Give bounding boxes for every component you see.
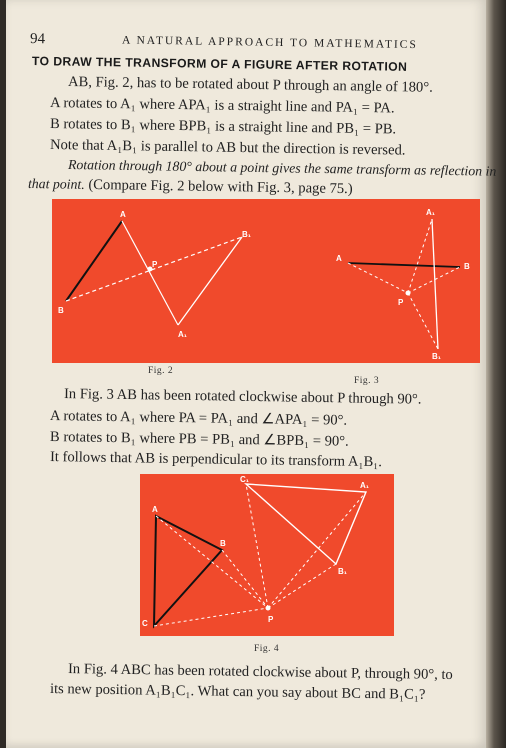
fig3-label-A1: A₁ [426,208,436,217]
fig3-line-PA [348,263,408,293]
fig2-label-B1: B₁ [242,230,252,239]
section-heading: TO DRAW THE TRANSFORM OF A FIGURE AFTER ROTATION [31,54,408,74]
fig2-segment-AB [66,221,122,301]
para3-line-2: its new position A₁B₁C₁. What can you say about BC and B₁C₁? [49,681,426,703]
para2-line-2: A rotates to A₁ where PA = PA₁ and ∠APA₁ = 90°. [49,408,348,429]
fig4-triangle-ABC [154,516,222,626]
fig3-label-B1: B₁ [432,352,442,361]
para2-line-4: It follows that AB is perpendicular to its transform A₁B₁. [49,449,383,471]
rule-italic-1: Rotation through 180° about a point gives the same transform as reflection in [67,157,497,179]
fig2-line-BPB1 [66,237,242,301]
fig2-fig3-drawing [52,199,480,363]
fig4-line-PB [222,550,268,608]
fig4-point-P [266,606,271,611]
fig4-line-PB1 [268,564,336,608]
fig4-drawing [140,474,394,636]
fig4-label-C: C [142,619,148,628]
fig4-line-PA [156,516,268,608]
fig4-label-C1: C₁ [240,475,250,484]
para3-line-1: In Fig. 4 ABC has been rotated clockwise about P, through 90°, to [67,661,453,684]
fig2-segment-A1B1 [178,237,242,325]
fig2-fig3-panel [52,199,480,363]
para2-line-3: B rotates to B₁ where PB = PB₁ and ∠BPB₁ = 90°. [49,429,349,450]
running-title: A NATURAL APPROACH TO MATHEMATICS [121,34,418,52]
fig4-triangle-A1B1C1 [246,484,366,564]
fig4-label-B1: B₁ [338,567,348,576]
fig4-line-PA1 [268,492,366,608]
fig4-label-P: P [268,615,274,624]
para1-line-1: AB, Fig. 2, has to be rotated about P through an angle of 180°. [67,74,433,96]
fig3-segment-AB [348,263,460,267]
fig3-caption: Fig. 3 [354,376,380,386]
page-number: 94 [29,31,46,48]
para1-line-4: Note that A₁B₁ is parallel to AB but the direction is reversed. [49,137,406,159]
fig4-diagram [142,475,370,628]
fig2-diagram [58,210,252,339]
para1-line-2: A rotates to A₁ where APA₁ is a straight line and PA₁ = PA. [49,95,395,117]
fig4-label-B: B [220,539,226,548]
fig4-label-A: A [152,505,158,514]
fig3-label-A: A [336,254,342,263]
book-spine-shadow [486,0,506,748]
fig4-line-PC1 [246,484,268,608]
fig3-segment-A1B1 [432,219,438,349]
rule-roman-2: (Compare Fig. 2 below with Fig. 3, page 75.) [84,176,353,198]
fig3-label-B: B [464,262,470,271]
rule-italic-2: that point. [27,176,85,192]
para1-line-3: B rotates to B₁ where BPB₁ is a straight line and PB₁ = PB. [49,116,397,138]
para2-line-1: In Fig. 3 AB has been rotated clockwise about P through 90°. [63,386,422,408]
fig2-label-P: P [152,260,158,269]
fig3-diagram [336,208,470,361]
fig3-point-P [406,291,411,296]
fig3-label-P: P [398,298,404,307]
fig4-caption: Fig. 4 [254,644,280,654]
fig4-line-PC [154,608,268,626]
fig4-label-A1: A₁ [360,481,370,490]
fig2-line-APA1 [122,221,178,325]
fig2-label-B: B [58,306,64,315]
fig2-label-A: A [120,210,126,219]
fig3-line-PA1 [408,219,432,293]
fig2-label-A1: A₁ [178,330,188,339]
fig3-line-PB1 [408,293,438,349]
fig2-caption: Fig. 2 [148,366,174,376]
fig4-panel [140,474,394,636]
